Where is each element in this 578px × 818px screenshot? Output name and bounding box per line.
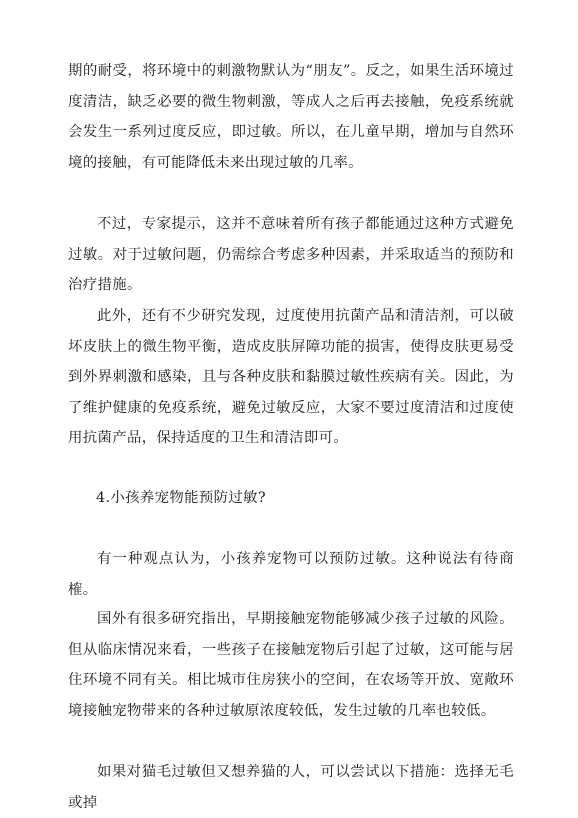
paragraph-antibacterial-products: 此外，还有不少研究发现，过度使用抗菌产品和清洁剂，可以破坏皮肤上的微生物平衡，造成皮肤屏障功能的损害，使得皮肤更易受到外界刺激和感染，且与各种皮肤和黏膜过敏性疾病有关。因此，为了维护健康的免疫系统，避免过敏反应，大家不要过度清洁和过度使用抗菌产品，保持适度的卫生和清洁即可。 bbox=[68, 308, 514, 446]
paragraph-pets-view: 有一种观点认为，小孩养宠物可以预防过敏。这种说法有待商榷。 bbox=[68, 551, 514, 598]
paragraph-allergy-hygiene: 期的耐受，将环境中的刺激物默认为“朋友”。反之，如果生活环境过度清洁，缺乏必要的微生物刺激，等成人之后再去接触，免疫系统就会发生一系列过度反应，即过敏。所以，在儿童早期，增加与自然环境的接触，有可能降低未来出现过敏的几率。 bbox=[68, 63, 514, 171]
paragraph-expert-advice: 不过，专家提示，这并不意味着所有孩子都能通过这种方式避免过敏。对于过敏问题，仍需综合考虑多种因素，并采取适当的预防和治疗措施。 bbox=[68, 216, 514, 293]
paragraph-pets-research: 国外有很多研究指出，早期接触宠物能够减少孩子过敏的风险。但从临床情况来看，一些孩子在接触宠物后引起了过敏，这可能与居住环境不同有关。相比城市住房狭小的空间，在农场等开放、宽敞环境接触宠物带来的各种过敏原浓度较低，发生过敏的几率也较低。 bbox=[68, 611, 514, 719]
section-heading-pets: 4.小孩养宠物能预防过敏? bbox=[96, 490, 266, 506]
paragraph-cat-allergy: 如果对猫毛过敏但又想养猫的人，可以尝试以下措施：选择无毛或掉 bbox=[68, 764, 514, 811]
